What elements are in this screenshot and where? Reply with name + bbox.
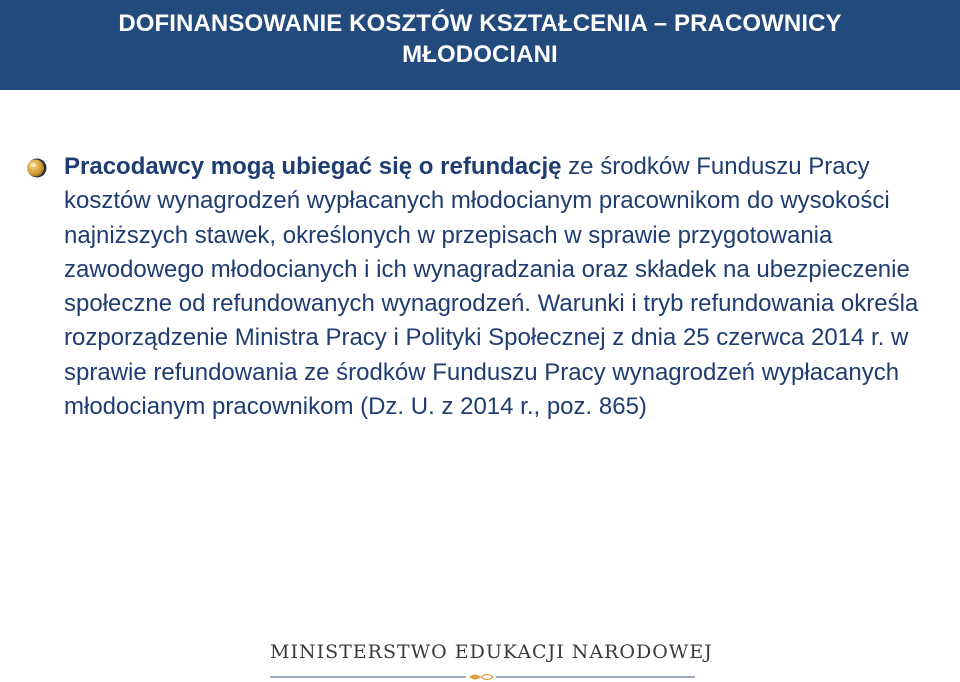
bullet-body-text: ze środków Funduszu Pracy kosztów wynagrodzeń wypłacanych młodocianym pracownikom do wysokości najniższych stawek, określonych w przepisach w sprawie przygotowania zawodowego młodocianych i ich wynagradzania oraz składek na ubezpieczenie społeczne od refundowanych wynagrodzeń. Warunki i tryb refundowania określa rozporządzenie Ministra Pracy i Polityki Społecznej z dnia 25 czerwca 2014 r. w sprawie refundowania ze środków Funduszu Pracy wynagrodzeń wypłacanych młodocianym pracownikom (Dz. U. z 2014 r., poz. 865) xyxy=(64,153,919,421)
ministry-logo-text: MINISTERSTWO EDUKACJI NARODOWEJ xyxy=(270,641,713,663)
bullet-lead-text: Pracodawcy mogą ubiegać się o refundację xyxy=(64,153,562,180)
bullet-text xyxy=(64,150,934,424)
logo-divider-icon xyxy=(270,672,695,682)
bullet-icon xyxy=(26,157,48,179)
ministry-logo xyxy=(270,640,713,682)
content-area xyxy=(26,150,936,424)
bullet-item xyxy=(26,150,936,424)
slide-title: DOFINANSOWANIE KOSZTÓW KSZTAŁCENIA – PRACOWNICY MŁODOCIANI xyxy=(118,10,842,68)
title-bar xyxy=(0,0,960,90)
